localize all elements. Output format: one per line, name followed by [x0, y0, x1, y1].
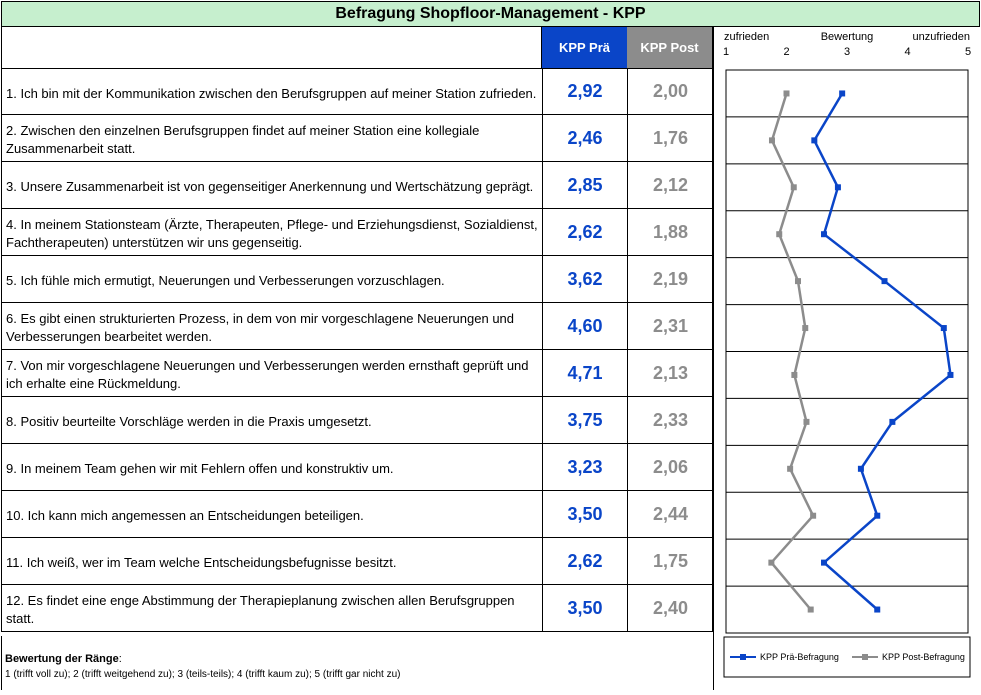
- data-point-post: [803, 419, 809, 425]
- data-point-post: [776, 231, 782, 237]
- axis-title: Bewertung: [820, 31, 874, 43]
- data-point-pre: [858, 466, 864, 472]
- kpp-pre-value: 3,75: [543, 397, 628, 443]
- kpp-post-value: 2,31: [652, 315, 689, 336]
- data-point-pre: [889, 419, 895, 425]
- rating-chart-svg: [714, 27, 981, 690]
- x-tick-label: 4: [904, 46, 911, 58]
- kpp-post-value: 2,40: [652, 597, 689, 618]
- question-text: 8. Positiv beurteilte Vorschläge werden in die Praxis umgesetzt.: [2, 397, 543, 443]
- kpp-post-value: 2,19: [652, 268, 689, 289]
- question-text: 3. Unsere Zusammenarbeit ist von gegenseitiger Anerkennung und Wertschätzung geprägt.: [2, 162, 543, 208]
- header-kpp-pre: KPP Prä: [542, 27, 627, 69]
- data-point-post: [802, 325, 808, 331]
- axis-left-label: zufrieden: [724, 31, 770, 43]
- header-kpp-post: KPP Post: [627, 27, 713, 69]
- kpp-post-value: 1,88: [652, 221, 689, 242]
- table-row: [1, 209, 713, 256]
- rating-chart: [713, 27, 981, 690]
- question-text: 7. Von mir vorgeschlagene Neuerungen und Verbesserungen werden ernsthaft geprüft und ich erhalte eine Rückmeldung.: [2, 350, 543, 396]
- table-row: [1, 538, 713, 585]
- table-row: [1, 444, 713, 491]
- rating-legend-text: 1 (trifft voll zu); 2 (trifft weitgehend zu); 3 (teils-teils); 4 (trifft kaum zu); 5 (trifft gar nicht zu): [5, 669, 401, 680]
- data-point-pre: [821, 560, 827, 566]
- data-point-pre: [882, 278, 888, 284]
- data-point-post: [791, 372, 797, 378]
- question-text: 4. In meinem Stationsteam (Ärzte, Therapeuten, Pflege- und Erziehungsdienst, Sozialdienst, Fachtherapeuten) unterstützen wir uns gegenseitig.: [2, 209, 543, 255]
- kpp-post-value: 1,75: [652, 550, 689, 571]
- table-row: [1, 69, 713, 115]
- data-point-pre: [874, 513, 880, 519]
- question-text: 6. Es gibt einen strukturierten Prozess, in dem von mir vorgeschlagene Neuerungen und Verbesserungen bearbeitet werden.: [2, 303, 543, 349]
- question-text: 10. Ich kann mich angemessen an Entscheidungen beteiligen.: [2, 491, 543, 537]
- data-point-pre: [821, 231, 827, 237]
- axis-right-label: unzufrieden: [912, 31, 970, 43]
- kpp-pre-value: 3,50: [543, 491, 628, 537]
- x-tick-label: 2: [783, 46, 790, 58]
- kpp-pre-value: 2,92: [543, 69, 628, 114]
- x-tick-label: 5: [964, 46, 972, 58]
- data-point-pre: [839, 90, 845, 96]
- table-row: [1, 303, 713, 350]
- table-row: [1, 491, 713, 538]
- kpp-pre-value: 2,46: [543, 115, 628, 161]
- data-point-post: [791, 184, 797, 190]
- kpp-pre-value: 3,23: [543, 444, 628, 490]
- kpp-pre-value: 2,85: [543, 162, 628, 208]
- legend-label: KPP Prä-Befragung: [760, 652, 839, 662]
- kpp-pre-value: 2,62: [543, 538, 628, 584]
- data-point-post: [769, 137, 775, 143]
- table-row: [1, 585, 713, 632]
- kpp-pre-value: 3,50: [543, 585, 628, 631]
- data-point-post: [795, 278, 801, 284]
- legend-label: KPP Post-Befragung: [882, 652, 965, 662]
- x-tick-label: 1: [722, 46, 730, 58]
- question-text: 12. Es findet eine enge Abstimmung der Therapieplanung zwischen allen Berufsgruppen statt.: [2, 585, 543, 631]
- legend-swatch-marker: [740, 654, 746, 660]
- data-point-pre: [947, 372, 953, 378]
- kpp-post-value: 1,76: [652, 127, 689, 148]
- kpp-post-value: 2,44: [652, 503, 689, 524]
- rating-legend-title: Bewertung der Ränge:: [5, 653, 122, 665]
- kpp-post-value: 2,12: [652, 174, 689, 195]
- x-tick-label: 3: [843, 46, 851, 58]
- kpp-post-value: 2,06: [652, 456, 689, 477]
- question-text: 11. Ich weiß, wer im Team welche Entscheidungsbefugnisse besitzt.: [2, 538, 543, 584]
- kpp-pre-value: 4,71: [543, 350, 628, 396]
- kpp-pre-value: 2,62: [543, 209, 628, 255]
- data-point-post: [768, 560, 774, 566]
- table-row: [1, 397, 713, 444]
- legend-swatch-marker: [862, 654, 868, 660]
- question-text: 5. Ich fühle mich ermutigt, Neuerungen und Verbesserungen vorzuschlagen.: [2, 256, 543, 302]
- data-point-pre: [874, 607, 880, 613]
- kpp-post-value: 2,00: [652, 81, 689, 101]
- table-row: [1, 350, 713, 397]
- question-header-cell: [1, 27, 542, 69]
- question-text: 9. In meinem Team gehen wir mit Fehlern offen und konstruktiv um.: [2, 444, 543, 490]
- data-point-post: [810, 513, 816, 519]
- table-row: [1, 162, 713, 209]
- question-text: 2. Zwischen den einzelnen Berufsgruppen findet auf meiner Station eine kollegiale Zusammenarbeit statt.: [2, 115, 543, 161]
- data-point-pre: [811, 137, 817, 143]
- data-point-pre: [835, 184, 841, 190]
- sheet-title: Befragung Shopfloor-Management - KPP: [1, 1, 980, 27]
- data-point-post: [808, 607, 814, 613]
- table-row: [1, 256, 713, 303]
- kpp-post-value: 2,33: [652, 409, 689, 430]
- kpp-pre-value: 4,60: [543, 303, 628, 349]
- kpp-post-value: 2,13: [652, 362, 689, 383]
- data-point-post: [787, 466, 793, 472]
- data-point-pre: [941, 325, 947, 331]
- data-point-post: [784, 90, 790, 96]
- table-row: [1, 115, 713, 162]
- question-text: 1. Ich bin mit der Kommunikation zwischen den Berufsgruppen auf meiner Station zufrieden.: [2, 69, 543, 114]
- rating-legend: [1, 636, 713, 690]
- kpp-pre-value: 3,62: [543, 256, 628, 302]
